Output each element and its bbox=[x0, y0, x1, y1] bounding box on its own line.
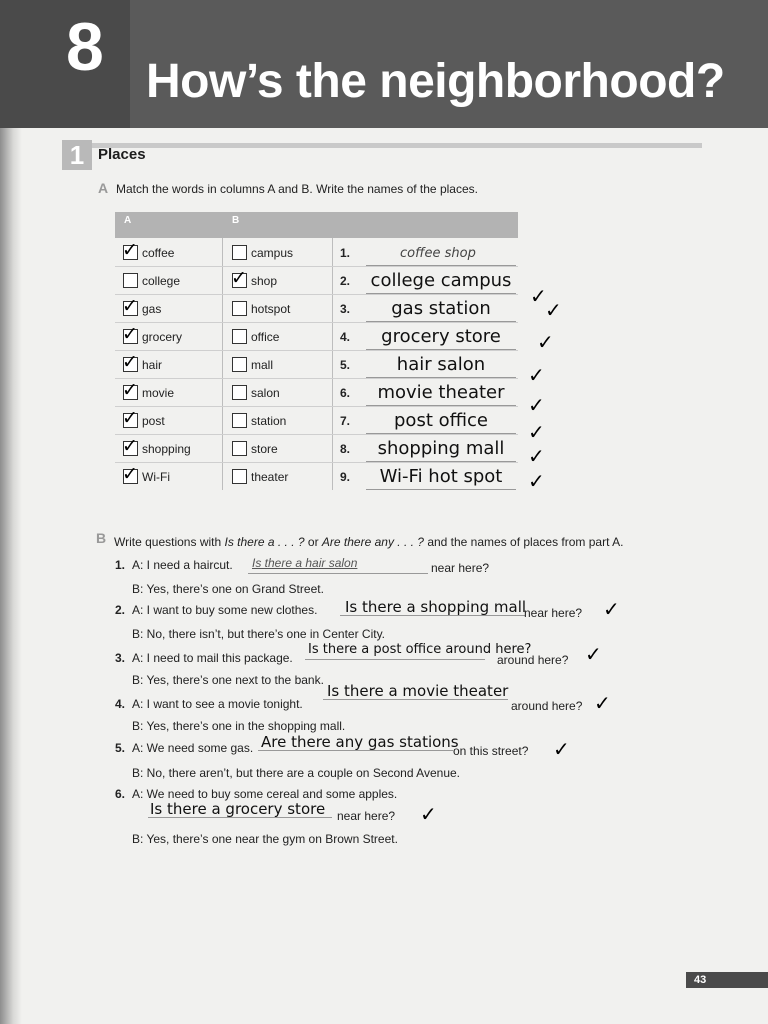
row-number: 4. bbox=[340, 330, 351, 344]
row-number: 6. bbox=[340, 386, 351, 400]
answer-line bbox=[248, 573, 428, 574]
question-tail: around here? bbox=[497, 653, 569, 667]
question-tail: near here? bbox=[431, 561, 490, 575]
row-divider bbox=[115, 294, 518, 295]
answer-text[interactable]: Wi-Fi hot spot bbox=[379, 466, 503, 487]
check-mark-icon: ✓ bbox=[594, 693, 611, 715]
answer-text[interactable]: grocery store bbox=[381, 326, 501, 347]
col-a-word: grocery bbox=[142, 330, 183, 344]
col-a-word: post bbox=[142, 414, 165, 428]
check-mark-icon: ✓ bbox=[528, 365, 545, 387]
answer-text[interactable]: Are there any gas stations bbox=[261, 733, 459, 751]
col-a-word: movie bbox=[142, 386, 175, 400]
checkbox-b[interactable] bbox=[232, 245, 247, 260]
check-mark-icon: ✓ bbox=[122, 240, 138, 261]
check-mark-icon: ✓ bbox=[122, 296, 138, 317]
answer-example: Is there a hair salon bbox=[252, 556, 358, 570]
question-number: 1. bbox=[115, 558, 126, 572]
check-mark-icon: ✓ bbox=[122, 464, 138, 485]
answer-text[interactable]: hair salon bbox=[396, 354, 486, 375]
check-mark-icon: ✓ bbox=[122, 324, 138, 345]
check-mark-icon: ✓ bbox=[545, 300, 562, 322]
question-tail: near here? bbox=[524, 606, 583, 620]
checkbox-b[interactable] bbox=[232, 357, 247, 372]
part-a-letter: A bbox=[98, 180, 109, 196]
answer-line bbox=[366, 489, 516, 490]
row-divider bbox=[115, 322, 518, 323]
speaker-b-line: B: Yes, there’s one next to the bank. bbox=[132, 673, 324, 687]
unit-number: 8 bbox=[66, 9, 104, 85]
check-mark-icon: ✓ bbox=[122, 408, 138, 429]
col-a-header: A bbox=[124, 215, 132, 226]
col-b-word: store bbox=[251, 442, 278, 456]
part-a-instructions: Match the words in columns A and B. Write the names of the places. bbox=[116, 182, 478, 196]
question-number: 2. bbox=[115, 603, 126, 617]
answer-text[interactable]: Is there a post office around here? bbox=[308, 642, 532, 657]
column-divider bbox=[222, 238, 223, 490]
col-b-word: mall bbox=[251, 358, 274, 372]
col-b-word: salon bbox=[251, 386, 280, 400]
answer-text[interactable]: Is there a grocery store bbox=[150, 800, 326, 818]
col-b-word: office bbox=[251, 330, 280, 344]
question-tail: near here? bbox=[337, 809, 396, 823]
check-mark-icon: ✓ bbox=[231, 268, 247, 289]
row-number: 5. bbox=[340, 358, 351, 372]
row-divider bbox=[115, 350, 518, 351]
col-b-word: theater bbox=[251, 470, 289, 484]
row-divider bbox=[115, 378, 518, 379]
speaker-a-line: A: I need to mail this package. bbox=[132, 651, 293, 665]
question-tail: on this street? bbox=[453, 744, 529, 758]
question-tail: around here? bbox=[511, 699, 583, 713]
question-number: 3. bbox=[115, 651, 126, 665]
checkbox-b[interactable] bbox=[232, 469, 247, 484]
row-number: 2. bbox=[340, 274, 351, 288]
answer-text[interactable]: movie theater bbox=[377, 382, 505, 403]
row-number: 3. bbox=[340, 302, 351, 316]
speaker-b-line: B: No, there isn’t, but there’s one in Center City. bbox=[132, 627, 386, 641]
speaker-a-line: A: I want to see a movie tonight. bbox=[132, 697, 303, 711]
check-mark-icon: ✓ bbox=[603, 599, 620, 621]
row-divider bbox=[115, 406, 518, 407]
check-mark-icon: ✓ bbox=[553, 739, 570, 761]
col-a-word: hair bbox=[142, 358, 163, 372]
col-a-word: shopping bbox=[142, 442, 191, 456]
answer-text[interactable]: shopping mall bbox=[377, 438, 505, 459]
answer-text[interactable]: post office bbox=[394, 410, 488, 431]
answer-text[interactable]: gas station bbox=[391, 298, 491, 319]
row-number: 1. bbox=[340, 246, 351, 260]
answer-text[interactable]: Is there a shopping mall bbox=[345, 598, 527, 616]
question-number: 5. bbox=[115, 741, 126, 755]
speaker-b-line: B: Yes, there’s one in the shopping mall. bbox=[132, 719, 346, 733]
speaker-a-line: A: We need some gas. bbox=[132, 741, 254, 755]
section-title: Places bbox=[98, 146, 146, 163]
speaker-b-line: B: Yes, there’s one near the gym on Brown Street. bbox=[132, 832, 398, 846]
unit-tab bbox=[0, 0, 130, 128]
answer-line bbox=[305, 659, 485, 660]
checkbox-b[interactable] bbox=[232, 413, 247, 428]
col-b-word: campus bbox=[251, 246, 294, 260]
section-rule bbox=[92, 143, 702, 148]
checkbox-b[interactable] bbox=[232, 329, 247, 344]
col-b-word: shop bbox=[251, 274, 278, 288]
check-mark-icon: ✓ bbox=[122, 352, 138, 373]
check-mark-icon: ✓ bbox=[528, 471, 545, 493]
row-divider bbox=[115, 434, 518, 435]
row-divider bbox=[115, 266, 518, 267]
check-mark-icon: ✓ bbox=[528, 446, 545, 468]
check-mark-icon: ✓ bbox=[420, 804, 437, 826]
answer-example: coffee shop bbox=[400, 246, 476, 261]
speaker-b-line: B: No, there aren’t, but there are a couple on Second Avenue. bbox=[132, 766, 461, 780]
speaker-b-line: B: Yes, there’s one on Grand Street. bbox=[132, 582, 324, 596]
speaker-a-line: A: I need a haircut. bbox=[132, 558, 233, 572]
checkbox-b[interactable] bbox=[232, 301, 247, 316]
col-b-header: B bbox=[232, 215, 240, 226]
col-b-word: hotspot bbox=[251, 302, 291, 316]
row-number: 7. bbox=[340, 414, 351, 428]
page-title: How’s the neighborhood? bbox=[146, 55, 725, 108]
page-binding-shadow bbox=[0, 0, 22, 1024]
checkbox-b[interactable] bbox=[232, 441, 247, 456]
part-b-instructions: Write questions with Is there a . . . ? or Are there any . . . ? and the names of places from part A. bbox=[114, 535, 624, 549]
check-mark-icon: ✓ bbox=[528, 422, 545, 444]
section-number: 1 bbox=[62, 140, 92, 170]
col-a-word: coffee bbox=[142, 246, 175, 260]
check-mark-icon: ✓ bbox=[537, 332, 554, 354]
row-divider bbox=[115, 462, 518, 463]
check-mark-icon: ✓ bbox=[528, 395, 545, 417]
checkbox-b[interactable] bbox=[232, 385, 247, 400]
check-mark-icon: ✓ bbox=[585, 644, 602, 666]
part-b-letter: B bbox=[96, 530, 107, 546]
speaker-a-line: A: I want to buy some new clothes. bbox=[132, 603, 318, 617]
col-a-word: Wi-Fi bbox=[142, 470, 170, 484]
row-number: 8. bbox=[340, 442, 351, 456]
checkbox-a[interactable] bbox=[123, 273, 138, 288]
page-number: 43 bbox=[686, 972, 768, 988]
question-number: 6. bbox=[115, 787, 126, 801]
check-mark-icon: ✓ bbox=[530, 286, 547, 308]
column-divider bbox=[332, 238, 333, 490]
col-b-word: station bbox=[251, 414, 287, 428]
table-header bbox=[115, 212, 518, 238]
answer-text[interactable]: college campus bbox=[370, 270, 512, 291]
check-mark-icon: ✓ bbox=[122, 436, 138, 457]
question-number: 4. bbox=[115, 697, 126, 711]
row-number: 9. bbox=[340, 470, 351, 484]
check-mark-icon: ✓ bbox=[122, 380, 138, 401]
answer-text[interactable]: Is there a movie theater bbox=[327, 682, 509, 700]
col-a-word: college bbox=[142, 274, 181, 288]
col-a-word: gas bbox=[142, 302, 162, 316]
speaker-a-line: A: We need to buy some cereal and some apples. bbox=[132, 787, 398, 801]
